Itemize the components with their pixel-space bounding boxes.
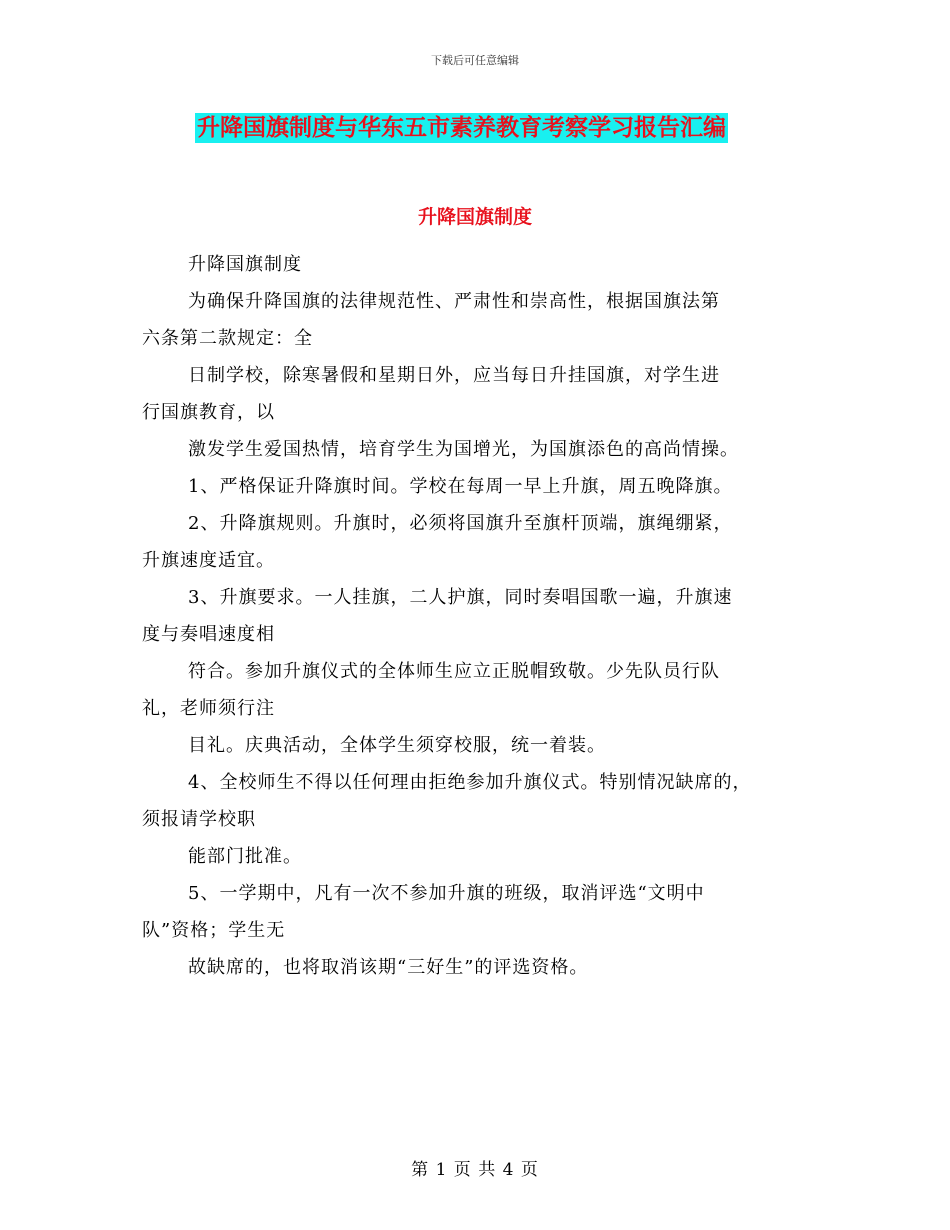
paragraph-line: 激发学生爱国热情，培育学生为国增光，为国旗添色的高尚情操。 xyxy=(188,439,739,460)
paragraph-line: 六条第二款规定：全 xyxy=(142,328,313,349)
paragraph-line: 4、全校师生不得以任何理由拒绝参加升旗仪式。特别情况缺席的， xyxy=(188,772,752,793)
paragraph-line: 5、一学期中，凡有一次不参加升旗的班级，取消评选“文明中 xyxy=(188,883,705,904)
paragraph-line: 能部门批准。 xyxy=(188,846,302,867)
paragraph-line: 3、升旗要求。一人挂旗，二人护旗，同时奏唱国歌一遍，升旗速 xyxy=(188,587,733,608)
paragraph-line: 礼，老师须行注 xyxy=(142,698,275,719)
paragraph-line: 升降国旗制度 xyxy=(188,254,302,275)
paragraph-line: 升旗速度适宜。 xyxy=(142,550,275,571)
header-note: 下载后可任意编辑 xyxy=(431,54,519,67)
paragraph-line: 目礼。庆典活动，全体学生须穿校服，统一着装。 xyxy=(188,735,606,756)
section-title: 升降国旗制度 xyxy=(417,206,532,228)
doc-title-highlight xyxy=(195,113,728,143)
paragraph-line: 度与奏唱速度相 xyxy=(142,624,275,645)
paragraph-line: 须报请学校职 xyxy=(142,809,256,830)
paragraph-line: 符合。参加升旗仪式的全体师生应立正脱帽致敬。少先队员行队 xyxy=(188,661,720,682)
paragraph-line: 行国旗教育，以 xyxy=(142,402,275,423)
paragraph-line: 1、严格保证升降旗时间。学校在每周一早上升旗，周五晚降旗。 xyxy=(188,476,733,497)
paragraph-line: 2、升降旗规则。升旗时，必须将国旗升至旗杆顶端，旗绳绷紧， xyxy=(188,513,733,534)
paragraph-line: 日制学校，除寒暑假和星期日外，应当每日升挂国旗，对学生进 xyxy=(188,365,720,386)
paragraph-line: 为确保升降国旗的法律规范性、严肃性和崇高性，根据国旗法第 xyxy=(188,291,720,312)
doc-title: 升降国旗制度与华东五市素养教育考察学习报告汇编 xyxy=(197,115,726,141)
paragraph-line: 故缺席的，也将取消该期“三好生”的评选资格。 xyxy=(188,957,589,978)
paragraph-line: 队”资格；学生无 xyxy=(142,920,286,941)
page-footer: 第 1 页 共 4 页 xyxy=(411,1160,539,1180)
